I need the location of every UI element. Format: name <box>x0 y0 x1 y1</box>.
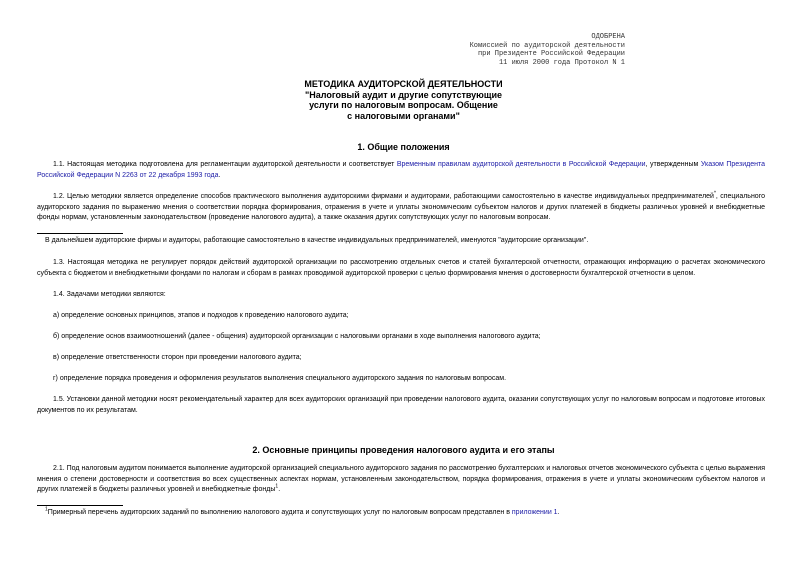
footnote-2 <box>45 508 765 518</box>
title-line-4: с налоговыми органами" <box>347 110 460 121</box>
paragraph-2-1-end: . <box>278 486 281 494</box>
title-line-1: МЕТОДИКА АУДИТОРСКОЙ ДЕЯТЕЛЬНОСТИ <box>304 79 503 89</box>
footnote-2-end: . <box>557 509 560 516</box>
paragraph-1-1-text-b: , утвержденным <box>645 161 701 168</box>
task-item-b: б) определение основ взаимоотношений (далее - общения) аудиторской организации с налоговыми органами в ходе выполнения налогового аудита; <box>53 333 541 340</box>
paragraph-1-1-text-c: . <box>218 171 221 179</box>
footnote-2-text: Примерный перечень аудиторских заданий по выполнению налогового аудита и сопутствующих услуг по налоговым вопросам представлен в <box>47 509 512 516</box>
approval-line-3: при Президенте Российской Федерации <box>477 50 625 59</box>
title-line-3: услуги по налоговым вопросам. Общение <box>309 100 498 110</box>
task-item-g: г) определение порядка проведения и оформления результатов выполнения специального аудиторского задания по налоговым вопросам. <box>53 375 507 382</box>
paragraph-1-2 <box>37 192 765 224</box>
section-2-heading: 2. Основные принципы проведения налогового аудита и его этапы <box>252 445 555 455</box>
footnote-divider-1 <box>37 233 123 234</box>
temporary-rules-link[interactable]: Временным правилам аудиторской деятельности в Российской Федерации <box>396 161 646 168</box>
document-title <box>0 79 807 121</box>
appendix-1-link[interactable]: приложении 1 <box>511 509 558 516</box>
paragraph-1-4: 1.4. Задачами методики являются: <box>53 291 166 298</box>
paragraph-1-5: 1.5. Установки данной методики носят рекомендательный характер для всех аудиторских организаций при проведении налогового аудита, оказании сопутствующих услуг по налоговым вопросам и подготовке итоговых документов по их результатам. <box>37 396 765 414</box>
approval-stamp <box>365 33 625 67</box>
paragraph-2-1-text: 2.1. Под налоговым аудитом понимается выполнение аудиторской организацией специального аудиторского задания по рассмотрению бухгалтерских и налоговых отчетов экономического субъекта с целью выражения мнения о степени достоверности и соответствия во всех существенных аспектах нормам, установленным законодательством, порядка формирования, отражения в учете и уплаты экономическим субъектом налогов и других платежей в бюджеты различных уровней и внебюджетные фонды <box>37 465 765 494</box>
task-item-v: в) определение ответственности сторон при проведении налогового аудита; <box>53 354 302 361</box>
paragraph-1-1 <box>37 160 765 181</box>
footnote-2-marker: 1 <box>45 506 48 513</box>
approval-line-1: ОДОБРЕНА <box>591 33 625 41</box>
paragraph-1-1-text-a: 1.1. Настоящая методика подготовлена для регламентации аудиторской деятельности и соответствует <box>53 161 397 168</box>
paragraph-1-3: 1.3. Настоящая методика не регулирует порядок действий аудиторской организации по рассмотрению отдельных счетов и статей бухгалтерской отчетности, отражающих информацию о расчетах экономического субъекта с бюджетом и внебюджетными фондами по налогам и сборам в рамках проводимой аудиторской проверки с целью формирования мнения о достоверности бухгалтерской отчетности в целом. <box>37 259 765 277</box>
title-line-2: "Налоговый аудит и другие сопутствующие <box>305 89 502 100</box>
presidential-decree-link[interactable]: Указом Президента Российской Федерации N 2263 от 22 декабря 1993 года <box>37 161 766 179</box>
approval-line-4: 11 июля 2000 года Протокол N 1 <box>498 58 625 67</box>
footnote-marker-2[interactable]: 1 <box>275 483 279 490</box>
footnote-divider-2 <box>37 505 123 506</box>
task-item-a: а) определение основных принципов, этапов и подходов к проведению налогового аудита; <box>53 312 349 319</box>
paragraph-1-2-text-b: , специального аудиторского задания по выражению мнения о соответствии порядка формирования, отражения в учете и уплаты экономическим субъектом налогов и других платежей в бюджеты различных уровней и внебюджетные фонды нормам, установленным законодательством (проведение налогового аудита), а также оказания других сопутствующих услуг по налоговым вопросам. <box>37 193 765 222</box>
paragraph-2-1 <box>37 464 765 496</box>
paragraph-1-2-text-a: 1.2. Целью методики является определение способов практического выполнения аудиторскими фирмами и аудиторами, работающими самостоятельно в качестве индивидуальных предпринимателей <box>53 193 714 200</box>
footnote-1: В дальнейшем аудиторские фирмы и аудиторы, работающие самостоятельно в качестве индивидуальных предпринимателей, именуются "аудиторские организации". <box>45 237 589 244</box>
section-1-heading: 1. Общие положения <box>357 142 450 152</box>
approval-line-2: Комиссией по аудиторской деятельности <box>469 41 625 50</box>
footnote-marker-1[interactable]: * <box>713 190 716 197</box>
